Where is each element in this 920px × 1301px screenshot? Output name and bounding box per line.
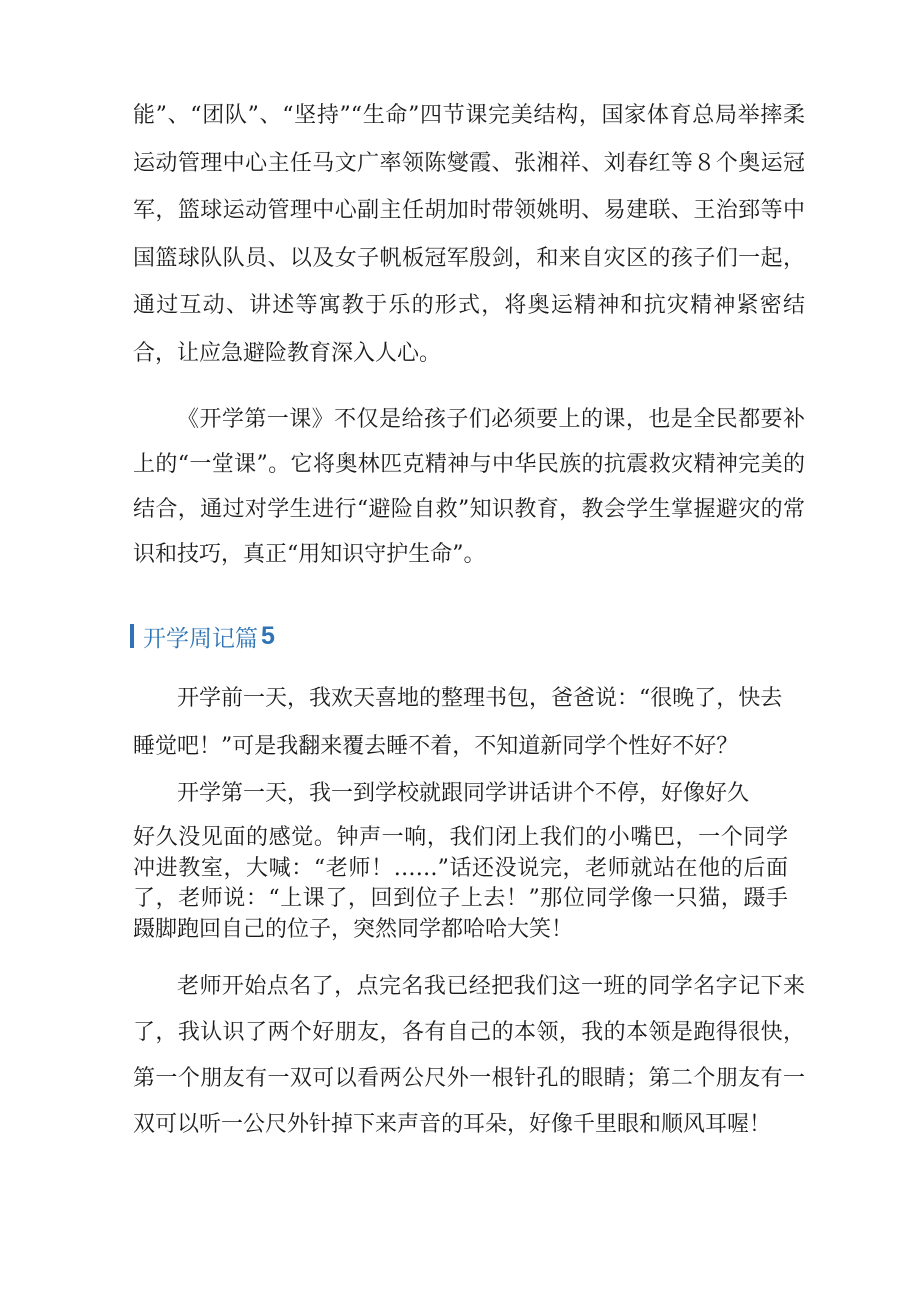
text-line-1: 开学前一天，我欢天喜地的整理书包，爸爸说：“很晚了，快去	[177, 686, 783, 711]
section-number: 5	[261, 621, 275, 650]
text-line-3: 开学第一天，我一到学校就跟同学讲话讲个不停，好像好久	[177, 781, 750, 806]
paragraph-roll-call: 老师开始点名了，点完名我已经把我们这一班的同学名字记下来了，我认识了两个好朋友，各有自己的本领，我的本领是跑得很快，第一个朋友有一双可以看两公尺外一根针孔的眼睛；第二个朋友有一双可以听一公尺外针掉下来声音的耳朵，好像千里眼和顺风耳喔！	[133, 974, 805, 1137]
section-title: 开学周记篇	[143, 625, 258, 652]
text-line-2: 睡觉吧！”可是我翻来覆去睡不着，不知道新同学个性好不好？	[133, 734, 739, 759]
paragraph-classroom: 好久没见面的感觉。钟声一响，我们闭上我们的小嘴巴，一个同学冲进教室，大喊：“老师！……”话还没说完，老师就站在他的后面了，老师说：“上课了，回到位子上去！”那位同学像一只猫，蹑手蹑脚跑回自己的位子，突然同学都哈哈大笑！	[133, 825, 788, 942]
paragraph-first-lesson: 《开学第一课》不仅是给孩子们必须要上的课，也是全民都要补上的“一堂课”。它将奥林匹克精神与中华民族的抗震救灾精神完美的结合，通过对学生进行“避险自救”知识教育，教会学生掌握避灾的常识和技巧，真正“用知识守护生命”。	[133, 407, 805, 567]
heading-bar-icon	[130, 624, 134, 648]
paragraph-olympic-lesson: 能”、“团队”、“坚持”“生命”四节课完美结构，国家体育总局举摔柔运动管理中心主任马文广率领陈燮霞、张湘祥、刘春红等８个奥运冠军，篮球运动管理中心副主任胡加时带领姚明、易建联、王治郅等中国篮球队队员、以及女子帆板冠军殷剑，和来自灾区的孩子们一起，通过互动、讲述等寓教于乐的形式，将奥运精神和抗灾精神紧密结合，让应急避险教育深入人心。	[133, 103, 805, 366]
section-heading	[130, 616, 275, 656]
